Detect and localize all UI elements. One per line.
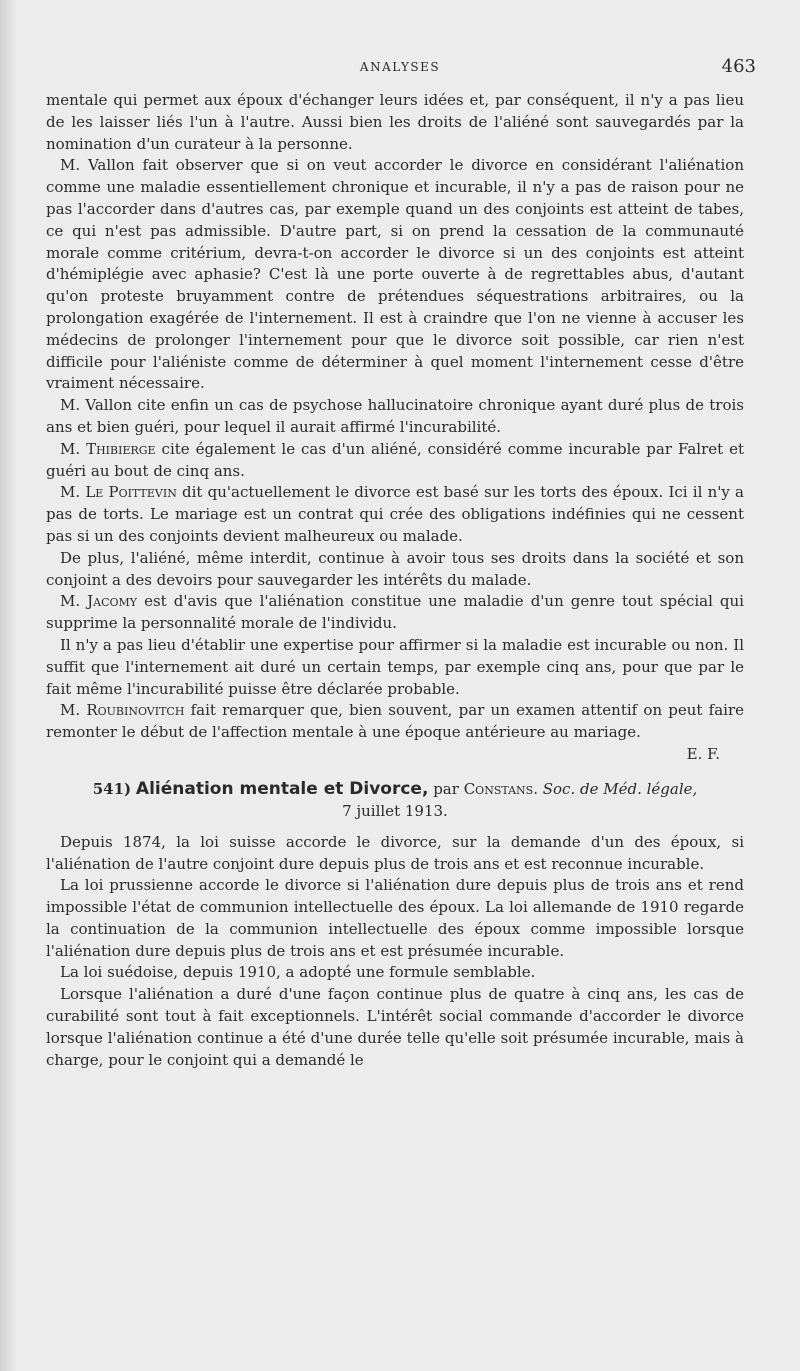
paragraph-text: cite également le cas d'un aliéné, considéré comme incurable par Falret et guéri au bout de cinq ans. [46,439,744,480]
speaker-name: M. Vallon [60,396,133,415]
speaker-name: Jacomy [87,592,138,611]
speaker-name: Thibierge [86,439,156,458]
paragraph-de-plus: De plus, l'aliéné, même interdit, continue à avoir tous ses droits dans la société et son conjoint a des devoirs pour sauvegarder les intérêts du malade. [46,548,744,589]
article-author: Constans. [463,779,538,798]
speaker-name: Roubinovitch [86,701,185,720]
speaker-name: M. Vallon [60,156,135,175]
paragraph-continuation: mentale qui permet aux époux d'échanger leurs idées et, par conséquent, il n'y a pas lieu de les laisser liés l'un à l'autre. Aussi bien les droits de l'aliéné sont sauvegardés par la nomination d'un curateur à la personne. [46,91,744,153]
article-date: 7 juillet 1913. [342,801,448,820]
speaker-prefix: M. [60,439,87,458]
paragraph-text: cite enfin un cas de psychose hallucinatoire chronique ayant duré plus de trois ans et bien guéri, pour lequel il aurait affirmé l'incurabilité. [46,396,744,436]
article-heading [46,778,744,822]
article-paragraph-suedoise: La loi suédoise, depuis 1910, a adopté une formule semblable. [60,963,536,982]
article-source: Soc. de Méd. légale, [542,779,698,798]
paragraph-text: fait remarquer que, bien souvent, par un examen attentif on peut faire remonter le début de l'affection mentale à une époque antérieure au mariage. [46,701,744,742]
scan-shadow-edge [0,0,18,1371]
page-header [44,56,756,80]
signature: E. F. [686,744,720,763]
paragraph-thibierge [46,439,744,483]
body-text [46,90,744,1071]
paragraph-expertise: Il n'y a pas lieu d'établir une expertise pour affirmer si la maladie est incurable ou non. Il suffit que l'internement ait duré un certain temps, par exemple cinq ans, pour que par le fait même l'incurabilité puisse être déclarée probable. [46,635,744,698]
page-number: 463 [721,56,756,77]
paragraph-le-poittevin [46,482,744,547]
article-paragraph-lorsque: Lorsque l'aliénation a duré d'une façon continue plus de quatre à cinq ans, les cas de curabilité sont tout à fait exceptionnels. L'intérêt social commande d'accorder le divorce lorsque l'aliénation continue a été d'une durée telle qu'elle soit présumée incurable, mais à charge, pour le conjoint qui a demandé le [46,985,744,1069]
article-paragraph-prussienne: La loi prussienne accorde le divorce si l'aliénation dure depuis plus de trois ans et rend impossible l'état de communion intellectuelle des époux. La loi allemande de 1910 regarde la continuation de la communion intellectuelle des époux comme impossible lorsque l'aliénation dure depuis plus de trois ans et est présumée incurable. [46,876,744,960]
speaker-prefix: M. [60,483,86,502]
paragraph-jacomy [46,591,744,635]
article-number: 541) [92,779,132,798]
speaker-name: Le Poittevin [85,483,177,502]
paragraph-text: dit qu'actuellement le divorce est basé sur les torts des époux. Ici il n'y a pas de torts. Le mariage est un contrat qui crée des obligations indéfinies qui ne cessent pas si un des conjoints devient malheureux ou malade. [46,483,744,545]
running-head: ANALYSES [359,60,441,74]
paragraph-text: fait observer que si on veut accorder le divorce en considérant l'aliénation comme une maladie essentiellement chronique et incurable, il n'y a pas de raison pour ne pas l'accorder dans d'autres cas, par exemple quand un des conjoints est atteint de tabes, ce qui n'est pas admissible. D'autre part, si on prend la cessation de la communauté morale comme critérium, devra-t-on accorder le divorce si un des conjoints est atteint d'hémiplégie avec aphasie? C'est là une porte ouverte à de regrettables abus, d'autant qu'on proteste bruyamment contre de prétendues séquestrations arbitraires, ou la prolongation exagérée de l'internement. Il est à craindre que l'on ne vienne à accuser les médecins de prolonger l'internement pour que le divorce soit possible, car rien n'est difficile pour l'aliéniste comme de déterminer à quel moment l'internement cesse d'être vraiment nécessaire. [46,156,744,393]
paragraph-vallon-2 [46,395,744,439]
paragraph-vallon-1 [46,155,744,395]
article-title: Aliénation mentale et Divorce, [135,778,429,799]
article-paragraph-suisse: Depuis 1874, la loi suisse accorde le divorce, sur la demande d'un des époux, si l'aliénation de l'autre conjoint dure depuis plus de trois ans et est reconnue incurable. [46,832,744,873]
paragraph-roubinovitch [46,700,744,744]
speaker-prefix: M. [60,592,88,611]
paragraph-text: est d'avis que l'aliénation constitue une maladie d'un genre tout spécial qui supprime la personnalité morale de l'individu. [46,592,744,633]
article-by: par [433,779,459,798]
speaker-prefix: M. [60,701,87,720]
